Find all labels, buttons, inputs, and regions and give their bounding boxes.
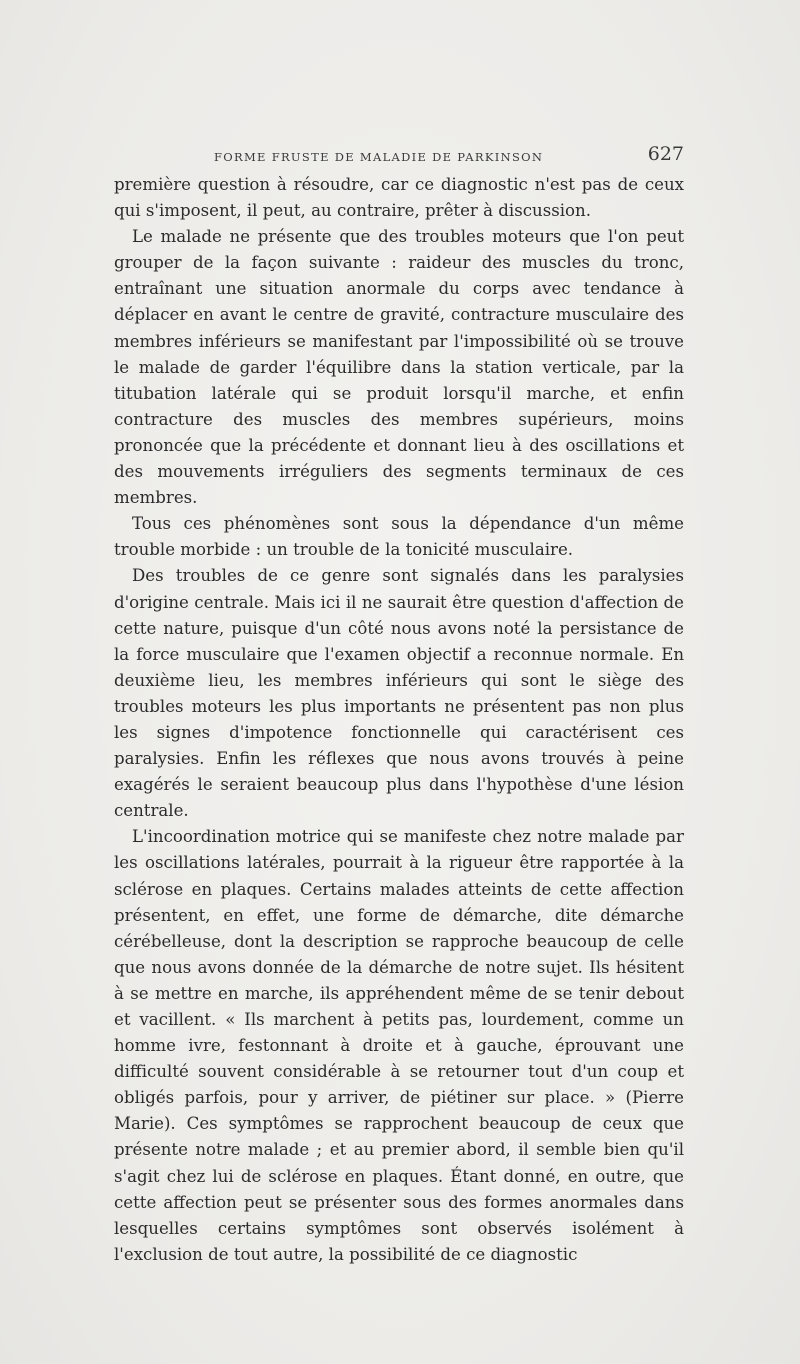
- book-page: [114, 138, 684, 1268]
- paragraph: Des troubles de ce genre sont signalés dans les paralysies d'origine centrale. Mais ici il ne saurait être question d'affection de cette nature, puisque d'un côté nous avons noté la persistance de la force musculaire que l'examen objectif a reconnue normale. En deuxième lieu, les membres inférieurs qui sont le siège des troubles moteurs les plus importants ne présentent pas non plus les signes d'impotence fonctionnelle qui caractérisent ces paralysies. Enfin les réflexes que nous avons trouvés à peine exagérés le seraient beaucoup plus dans l'hypothèse d'une lésion centrale.: [114, 566, 684, 821]
- running-title: FORME FRUSTE DE MALADIE DE PARKINSON: [214, 150, 544, 164]
- running-head: [114, 138, 684, 172]
- body-text: [114, 172, 684, 1268]
- paragraph: Le malade ne présente que des troubles moteurs que l'on peut grouper de la façon suivante : raideur des muscles du tronc, entraînant une situation anormale du corps avec tendance à déplacer en avant le centre de gravité, contracture musculaire des membres inférieurs se manifestant par l'impossibilité où se trouve le malade de garder l'équilibre dans la station verticale, par la titubation latérale qui se produit lorsqu'il marche, et enfin contracture des muscles des membres supérieurs, moins prononcée que la précédente et donnant lieu à des oscillations et des mouvements irréguliers des segments terminaux de ces membres.: [114, 227, 684, 508]
- paragraph: L'incoordination motrice qui se manifeste chez notre malade par les oscillations latérales, pourrait à la rigueur être rapportée à la sclérose en plaques. Certains malades atteints de cette affection présentent, en effet, une forme de démarche, dite démarche cérébelleuse, dont la description se rapproche beaucoup de celle que nous avons donnée de la démarche de notre sujet. Ils hésitent à se mettre en marche, ils appréhendent même de se tenir debout et vacillent. « Ils marchent à petits pas, lourdement, comme un homme ivre, festonnant à droite et à gauche, éprouvant une difficulté souvent considérable à se retourner tout d'un coup et obligés parfois, pour y arriver, de piétiner sur place. » (Pierre Marie). Ces symptômes se rapprochent beaucoup de ceux que présente notre malade ; et au premier abord, il semble bien qu'il s'agit chez lui de sclérose en plaques. Étant donné, en outre, que cette affection peut se présenter sous des formes anormales dans lesquelles certains symptômes sont observés isolément à l'exclusion de tout autre, la possibilité de ce diagnostic: [114, 827, 684, 1264]
- paragraph: Tous ces phénomènes sont sous la dépendance d'un même trouble morbide : un trouble de la tonicité musculaire.: [114, 514, 684, 560]
- paragraph: première question à résoudre, car ce diagnostic n'est pas de ceux qui s'imposent, il peut, au contraire, prêter à discussion.: [114, 175, 684, 221]
- page-number: 627: [647, 143, 684, 165]
